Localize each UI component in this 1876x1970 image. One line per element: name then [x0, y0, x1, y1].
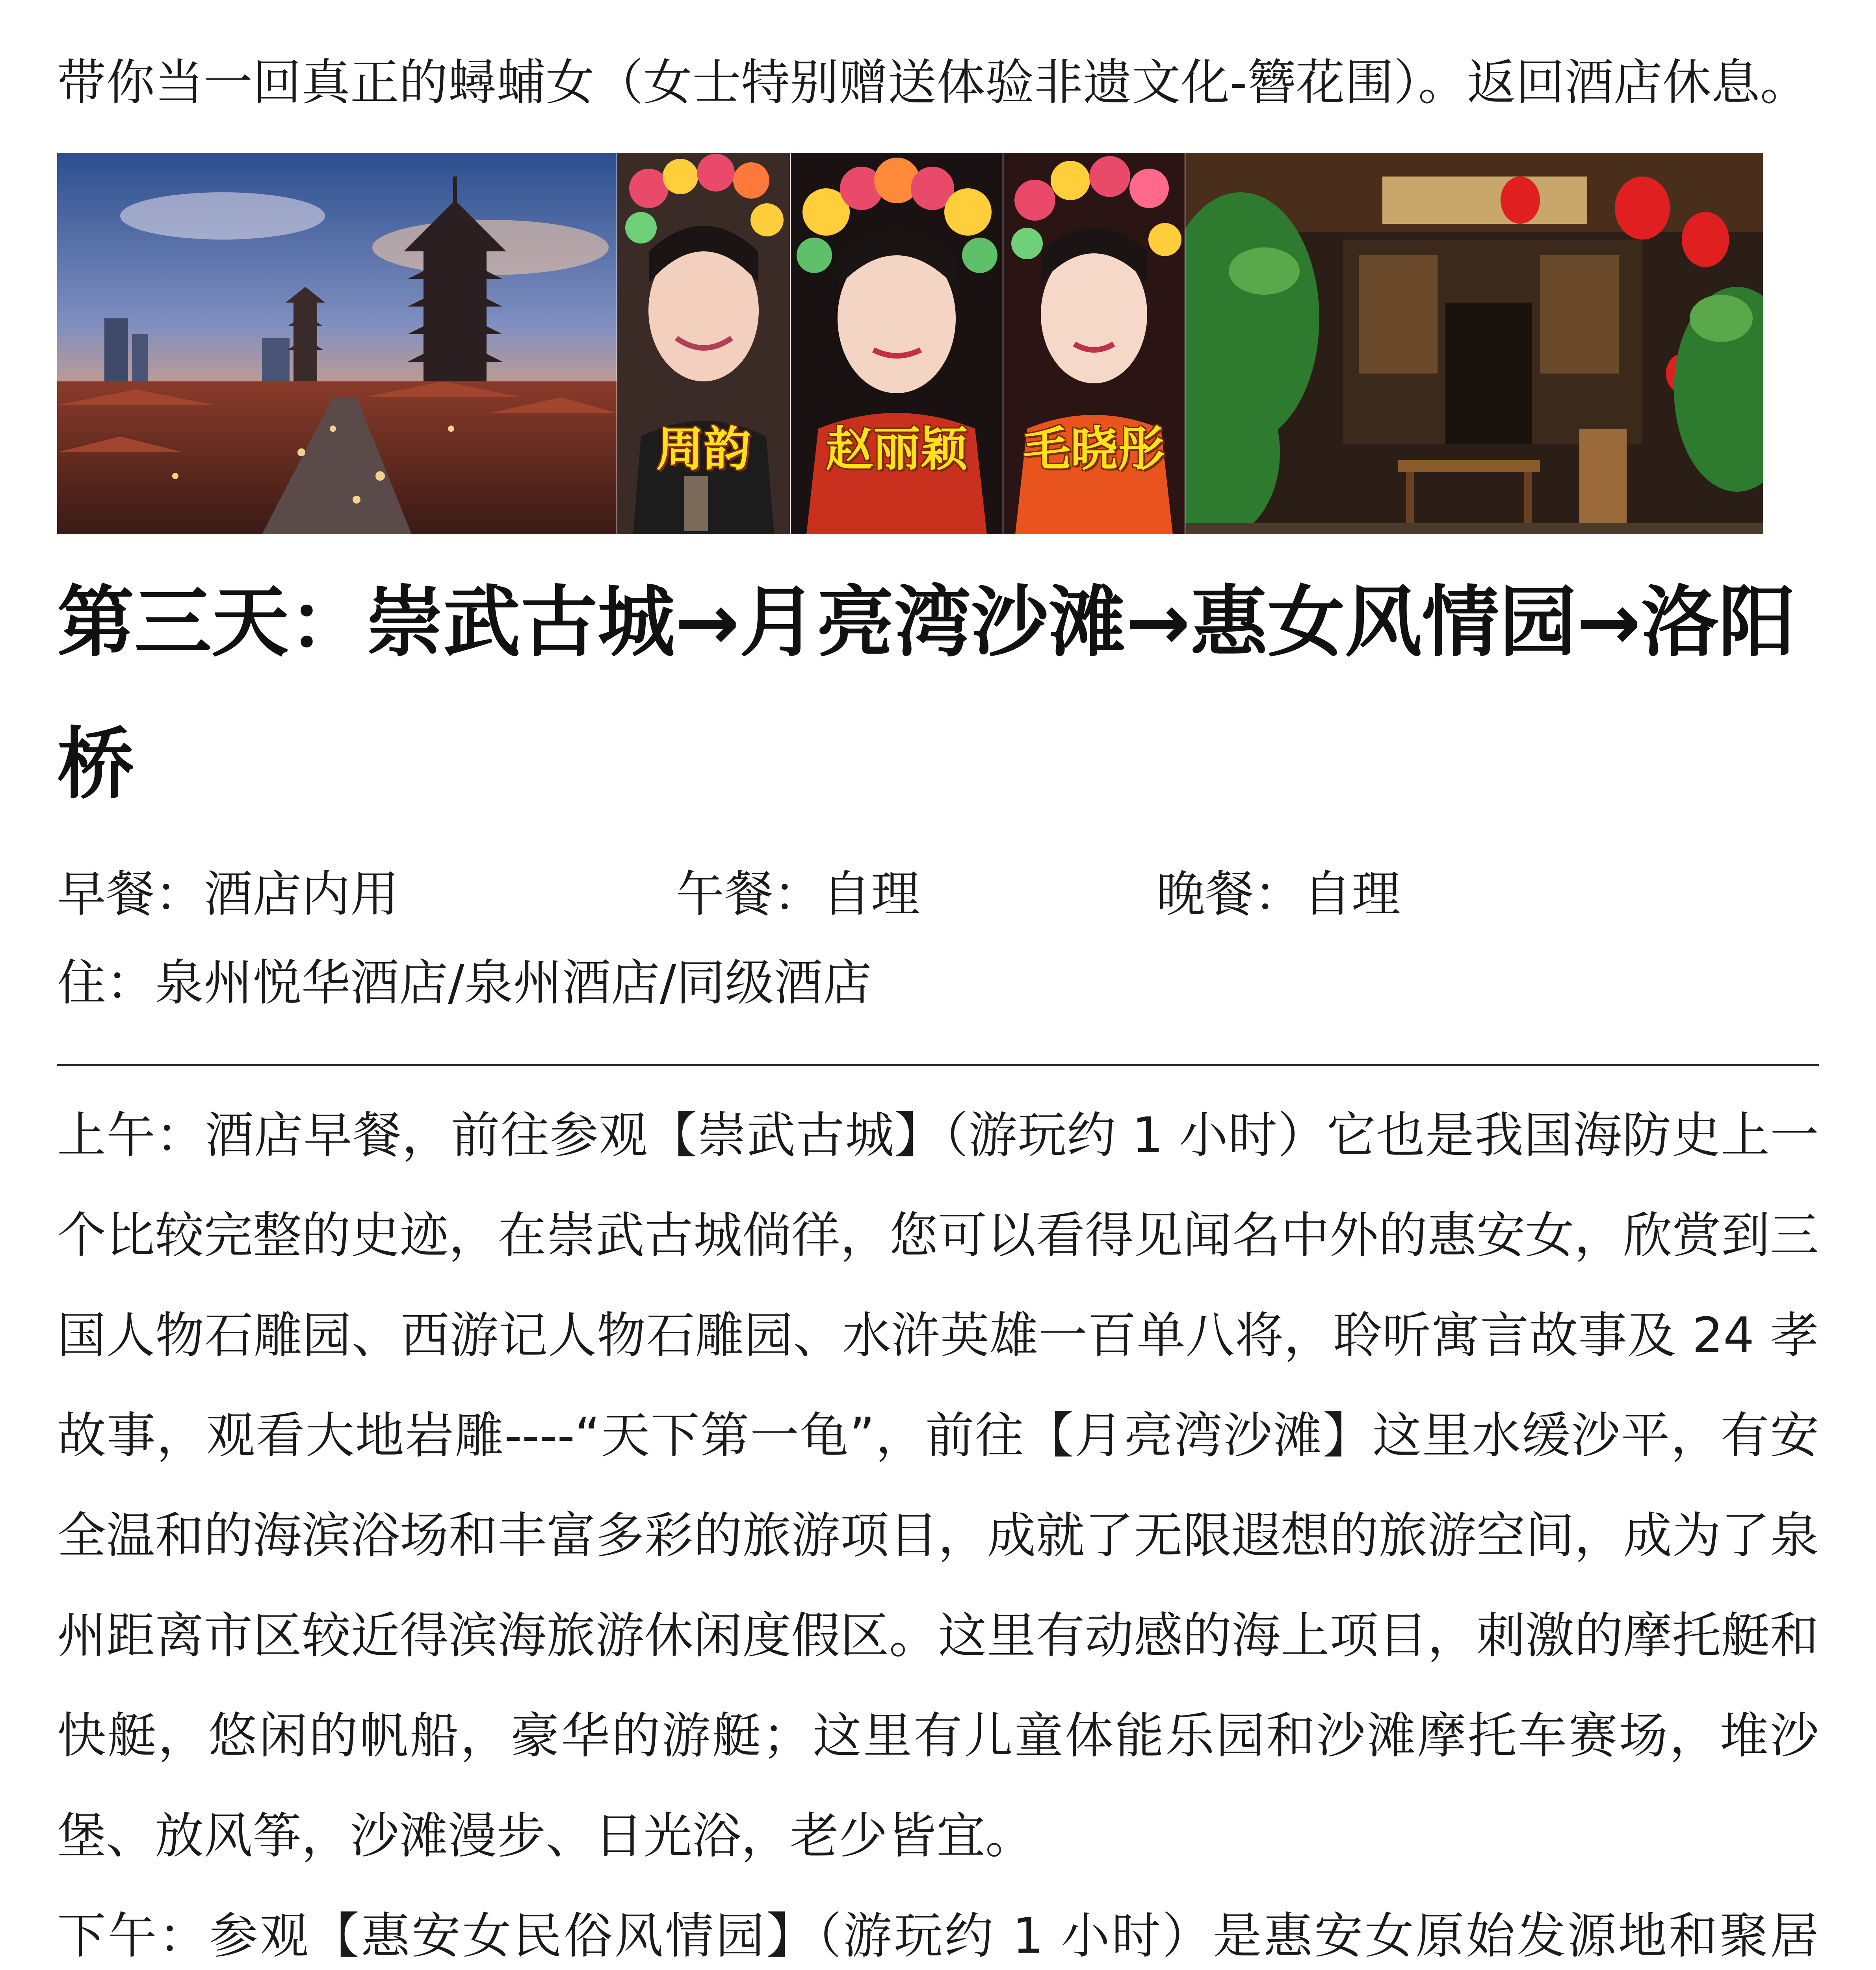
- itinerary-body: [57, 1085, 1819, 1970]
- photo-strip: [57, 153, 1763, 534]
- portrait-caption-3: 毛晓彤: [1023, 422, 1165, 477]
- section-divider: [57, 1064, 1819, 1066]
- meals-row: [57, 851, 1819, 938]
- accommodation-info: 住：泉州悦华酒店/泉州酒店/同级酒店: [57, 955, 872, 1011]
- dinner-info: 晚餐：自理: [1156, 866, 1401, 923]
- intro-line: 带你当一回真正的蟳蜅女（女士特别赠送体验非遗文化-簪花围）。返回酒店休息。: [57, 54, 1809, 111]
- portrait-caption-1: 周韵: [656, 422, 751, 477]
- afternoon-paragraph: 下午：参观【惠安女民俗风情园】（游玩约 1 小时）是惠安女原始发源地和聚居: [57, 1908, 1819, 1964]
- portrait-caption-2: 赵丽颖: [826, 422, 968, 477]
- breakfast-info: 早餐：酒店内用: [57, 866, 399, 923]
- ancient-city-photo: [57, 153, 617, 534]
- itinerary-page: [57, 0, 1819, 1970]
- morning-paragraph: 上午：酒店早餐，前往参观【崇武古城】（游玩约 1 小时）它也是我国海防史上一个比较完整的史迹，在崇武古城倘徉，您可以看得见闻名中外的惠安女，欣赏到三国人物石雕园、西游记人物石雕园、水浒英雄一百单八将，聆听寓言故事及 24 孝故事，观看大地岩雕----“天下第一龟”，前往【月亮湾沙滩】这里水缓沙平，有安全温和的海滨浴场和丰富多彩的旅游项目，成就了无限遐想的旅游空间，成为了泉州距离市区较近得滨海旅游休闲度假区。这里有动感的海上项目，刺激的摩托艇和快艇，悠闲的帆船，豪华的游艇；这里有儿童体能乐园和沙滩摩托车赛场，堆沙堡、放风筝，沙滩漫步、日光浴，老少皆宜。: [57, 1107, 1819, 1864]
- lunch-info: 午餐：自理: [676, 866, 920, 923]
- courtyard-photo: [1185, 153, 1763, 534]
- portrait-photo-1: [617, 153, 790, 534]
- day-title: 第三天：崇武古城→月亮湾沙滩→惠女风情园→洛阳桥: [57, 578, 1796, 809]
- portrait-photo-2: [791, 153, 1003, 534]
- portrait-photo-3: [1003, 153, 1185, 534]
